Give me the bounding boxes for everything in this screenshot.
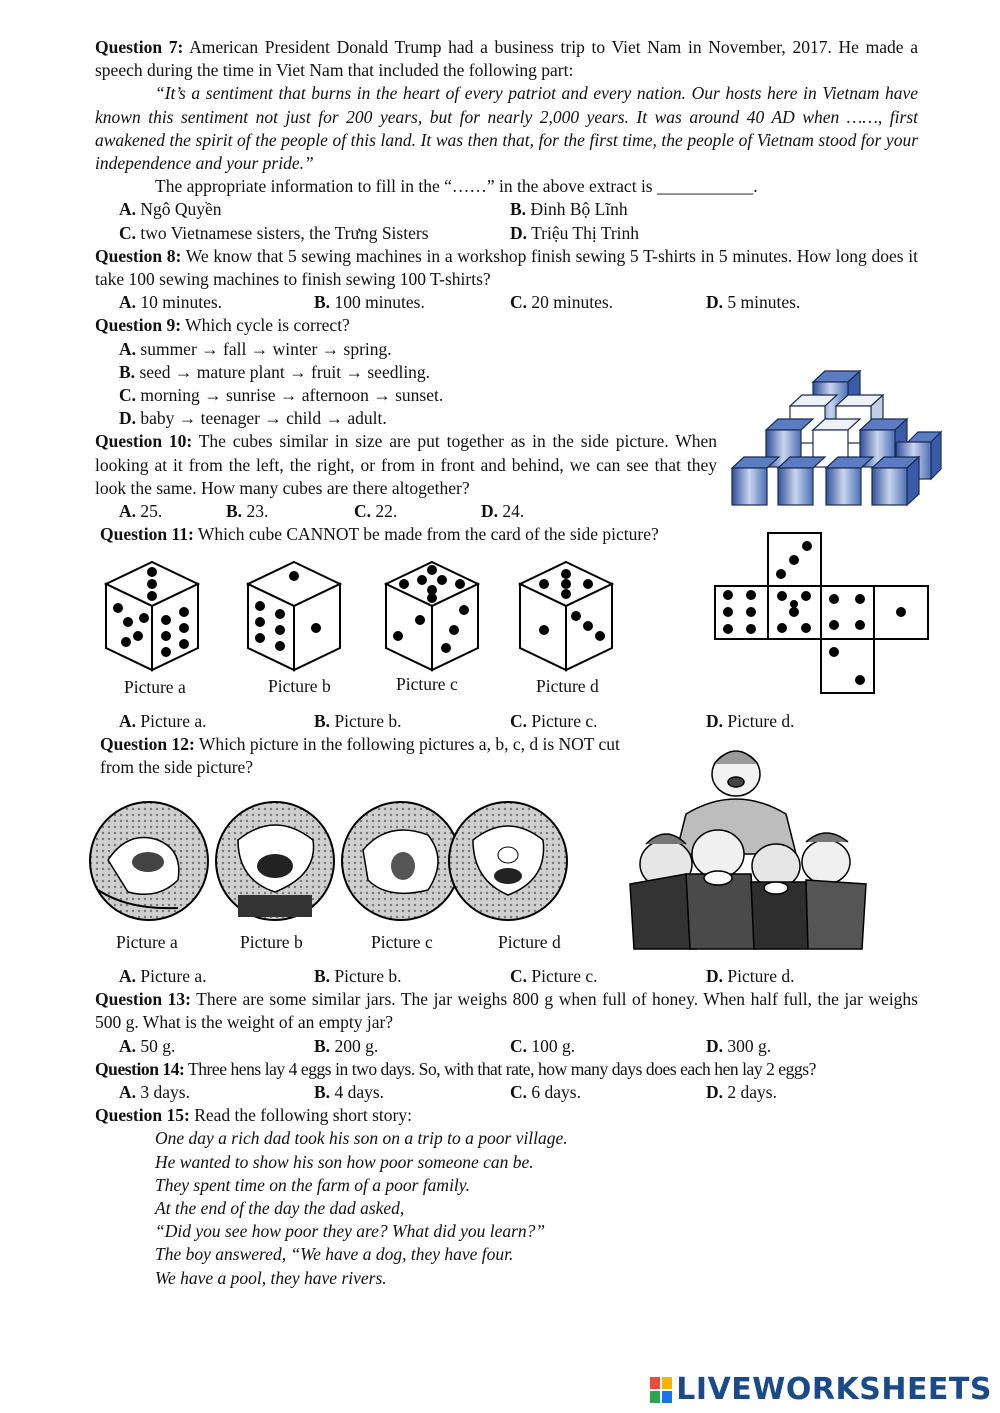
q9-option-a[interactable]: A. summer → fall → winter → spring.: [119, 338, 392, 359]
q7-quote: “It’s a sentiment that burns in the heart of every patriot and every nation. Our hosts here in Vietnam have known this sentiment not just for 200 years, but for nearly 2,000 years. It was around 40 AD when ……, first awakened the spirit of the people of this land. It was then that, for the first time, the people of Vietnam stood for your independence and your pride.”: [95, 83, 918, 174]
q13-label: Question 13:: [95, 989, 191, 1010]
q12-option-a[interactable]: A. Picture a.: [119, 966, 207, 986]
q11-die-picture-a[interactable]: [104, 560, 200, 672]
q13-option-c[interactable]: C. 100 g.: [510, 1035, 576, 1056]
q13-option-b[interactable]: B. 200 g.: [314, 1035, 379, 1056]
story-line: They spent time on the farm of a poor family.: [155, 1174, 470, 1195]
q14-option-a[interactable]: A. 3 days.: [119, 1082, 190, 1103]
q8-stem: [95, 245, 918, 291]
q14-option-d[interactable]: D. 2 days.: [706, 1082, 777, 1103]
q12-option-c[interactable]: C. Picture c.: [510, 966, 598, 986]
dice-net-card: [714, 532, 932, 696]
q12-caption-b: Picture b: [240, 932, 303, 952]
q12-picture-a[interactable]: [90, 802, 208, 920]
q7-options-row1: [95, 198, 918, 221]
q10-option-c[interactable]: C. 22.: [354, 501, 398, 522]
q14-option-b[interactable]: B. 4 days.: [314, 1082, 385, 1103]
story-line: We have a pool, they have rivers.: [155, 1267, 387, 1288]
q10-label: Question 10:: [95, 431, 193, 452]
q11-option-b[interactable]: B. Picture b.: [314, 711, 402, 731]
q12-caption-a: Picture a: [116, 932, 178, 952]
q11-caption-c: Picture c: [396, 674, 458, 694]
q7-text: American President Donald Trump had a business trip to Viet Nam in November, 2017. He made a speech during the time in Viet Nam that included the following part:: [95, 37, 918, 81]
q11-label: Question 11:: [100, 524, 194, 545]
q14-options: [95, 1081, 918, 1104]
q12-picture-d[interactable]: [449, 802, 567, 920]
q15-stem: [95, 1104, 918, 1127]
q7-prompt: The appropriate information to fill in the “……” in the above extract is ___________.: [155, 176, 758, 197]
q13-option-d[interactable]: D. 300 g.: [706, 1035, 772, 1056]
brand-name: LIVEWORKSHEETS: [676, 1372, 992, 1407]
q12-option-b[interactable]: B. Picture b.: [314, 966, 402, 986]
q7-stem: [95, 36, 918, 82]
q13-option-a[interactable]: A. 50 g.: [119, 1035, 176, 1056]
q11-options: [95, 710, 918, 733]
q11-caption-d: Picture d: [536, 676, 599, 696]
q8-text: We know that 5 sewing machines in a workshop finish sewing 5 T-shirts in 5 minutes. How long does it take 100 sewing machines to finish sewing 100 T-shirts?: [95, 245, 918, 290]
q7-label: Question 7:: [95, 37, 184, 57]
q10-stem: [95, 430, 717, 500]
q15-label: Question 15:: [95, 1105, 190, 1126]
q13-text: There are some similar jars. The jar weighs 800 g when full of honey. When half full, the jar weighs 500 g. What is the weight of an empty jar?: [95, 989, 918, 1033]
lower-block: [95, 965, 918, 1290]
q9-text: Which cycle is correct?: [185, 315, 350, 336]
q9-option-c[interactable]: C. morning → sunrise → afternoon → sunset.: [119, 385, 444, 406]
story-line: At the end of the day the dad asked,: [155, 1198, 405, 1219]
q12-option-d[interactable]: D. Picture d.: [706, 966, 795, 986]
q10-text: The cubes similar in size are put together as in the side picture. When looking at it from the left, the right, or from in front and behind, we can see that they look the same. How many cubes are there altogether?: [95, 431, 717, 498]
q10-option-a[interactable]: A. 25.: [119, 501, 163, 522]
q11-option-d[interactable]: D. Picture d.: [706, 711, 795, 731]
q11-caption-b: Picture b: [268, 676, 331, 696]
q15-story: [95, 1127, 918, 1289]
q8-option-c[interactable]: C. 20 minutes.: [510, 292, 614, 313]
q11-die-picture-b[interactable]: [246, 560, 342, 672]
q8-option-d[interactable]: D. 5 minutes.: [706, 292, 801, 313]
story-line: One day a rich dad took his son on a trip to a poor village.: [155, 1128, 568, 1149]
story-line: He wanted to show his son how poor someone can be.: [155, 1151, 534, 1172]
q10-option-b[interactable]: B. 23.: [226, 501, 269, 522]
q12-stem: [95, 733, 640, 779]
q15-text: Read the following short story:: [194, 1105, 412, 1126]
liveworksheets-icon: [650, 1377, 672, 1403]
q8-options: [95, 291, 918, 314]
q14-label: Question 14:: [95, 1058, 185, 1079]
q11-option-a[interactable]: A. Picture a.: [119, 711, 207, 731]
q12-text: Which picture in the following pictures a, b, c, d is NOT cut from the side picture?: [100, 734, 620, 778]
q7-option-b[interactable]: B. Đinh Bộ Lĩnh: [510, 199, 628, 220]
q12-picture-b[interactable]: [216, 802, 334, 920]
q7-option-c[interactable]: C. two Vietnamese sisters, the Trưng Sisters: [119, 222, 429, 243]
q12-options: [95, 965, 918, 988]
q14-option-c[interactable]: C. 6 days.: [510, 1082, 581, 1103]
q14-text: Three hens lay 4 eggs in two days. So, with that rate, how many days does each hen lay 2 eggs?: [188, 1058, 816, 1079]
cube-pyramid-figure: [728, 368, 944, 510]
q8-label: Question 8:: [95, 245, 182, 266]
q7-option-d[interactable]: D. Triệu Thị Trinh: [510, 222, 640, 243]
q8-option-a[interactable]: A. 10 minutes.: [119, 292, 223, 313]
story-line: “Did you see how poor they are? What did you learn?”: [155, 1221, 546, 1242]
q11-die-picture-d[interactable]: [518, 560, 614, 672]
q7-option-a[interactable]: A. Ngô Quyền: [119, 199, 222, 220]
q13-stem: [95, 988, 918, 1034]
q11-caption-a: Picture a: [124, 677, 186, 697]
q13-options: [95, 1035, 918, 1058]
q9-option-d[interactable]: D. baby → teenager → child → adult.: [119, 408, 387, 429]
seven-dwarfs-picture: [626, 744, 872, 950]
q11-die-picture-c[interactable]: [384, 560, 480, 672]
q9-stem: [95, 314, 918, 337]
q8-option-b[interactable]: B. 100 minutes.: [314, 292, 425, 313]
q9-option-b[interactable]: B. seed → mature plant → fruit → seedling.: [119, 361, 431, 382]
q9-label: Question 9:: [95, 315, 182, 336]
q12-circle-pictures: [88, 800, 568, 922]
q12-picture-c[interactable]: [342, 802, 460, 920]
q11-text: Which cube CANNOT be made from the card of the side picture?: [197, 524, 659, 545]
liveworksheets-logo[interactable]: [650, 1372, 992, 1407]
q10-option-d[interactable]: D. 24.: [481, 501, 525, 522]
q7-options-row2: [95, 222, 918, 245]
q12-label: Question 12:: [100, 734, 195, 755]
q14-stem: [95, 1058, 918, 1081]
q11-option-c[interactable]: C. Picture c.: [510, 711, 598, 731]
q12-caption-c: Picture c: [371, 932, 433, 952]
story-line: The boy answered, “We have a dog, they have four.: [155, 1244, 514, 1265]
q12-caption-d: Picture d: [498, 932, 561, 952]
